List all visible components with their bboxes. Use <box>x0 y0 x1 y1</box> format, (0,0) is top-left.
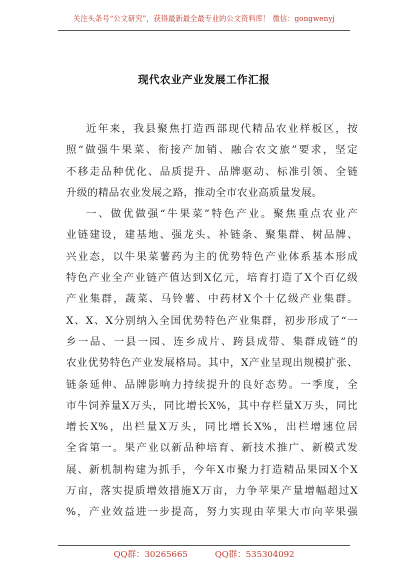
body-line: 照“做强牛果菜、衔接产加销、融合农文旅”要求，坚定 <box>66 144 358 157</box>
body-line: 增长X%，出栏量X万头，同比增长X%，出栏增速位居 <box>66 421 358 434</box>
document-title: 现代农业产业发展工作汇报 <box>138 74 270 86</box>
footer-divider <box>58 545 350 546</box>
body-line: 乡一品、一县一园、连乡成片、跨县成带、集群成链”的 <box>66 335 358 348</box>
footer-qq-group-2: QQ群：535304092 <box>214 550 295 560</box>
body-line: 全省第一。果产业以新品种培育、新技术推广、新模式发 <box>66 442 358 455</box>
body-line: 链条延伸、品牌影响力持续提升的良好态势。一季度，全 <box>66 378 358 391</box>
body-line: 业链建设，建基地、强龙头、补链条、聚集群、树品牌、 <box>66 229 358 242</box>
body-line: 一、做优做强“牛果菜”特色产业。聚焦重点农业产 <box>86 208 358 221</box>
body-line: 升级的精品农业发展之路，推动全市农业高质量发展。 <box>66 186 323 199</box>
body-line: 产业集群，蔬菜、马铃薯、中药材X个十亿级产业集群。 <box>66 293 358 306</box>
body-line: 市牛饲养量X万头，同比增长X%，其中存栏量X万头，同比 <box>66 399 358 412</box>
body-line: 近年来，我县聚焦打造西部现代精品农业样板区，按 <box>86 123 358 135</box>
body-line: 兴业态，以牛果菜薯药为主的优势特色产业体系基本形成 <box>66 250 358 263</box>
body-line: 特色产业全产业链产值达到X亿元，培育打造了X个百亿级 <box>66 272 358 285</box>
body-line: X、X、X分别纳入全国优势特色产业集群，初步形成了“一 <box>66 314 358 327</box>
body-line: 万亩，落实提质增效措施X万亩，力争苹果产量增幅超过X <box>66 485 358 498</box>
body-line: %，产业效益进一步提高，努力实现由苹果大市向苹果强 <box>66 506 358 519</box>
footer-qq-group-1: QQ群：30265665 <box>113 550 188 560</box>
document-body <box>66 119 358 524</box>
header-banner: 关注头条号“公文研究”，获得最新最全最专业的公文资料库！ 微信：gongwenyj <box>73 14 335 23</box>
footer-contacts <box>0 548 408 560</box>
body-line: 不移走品种优化、品质提升、品牌驱动、标准引领、全链 <box>66 165 358 178</box>
body-line: 农业优势特色产业发展格局。其中，X产业呈现出规模扩张、 <box>66 357 358 370</box>
body-line: 展、新机制构建为抓手，今年X市聚力打造精品果园X个X <box>66 463 358 476</box>
header-divider <box>58 30 350 31</box>
